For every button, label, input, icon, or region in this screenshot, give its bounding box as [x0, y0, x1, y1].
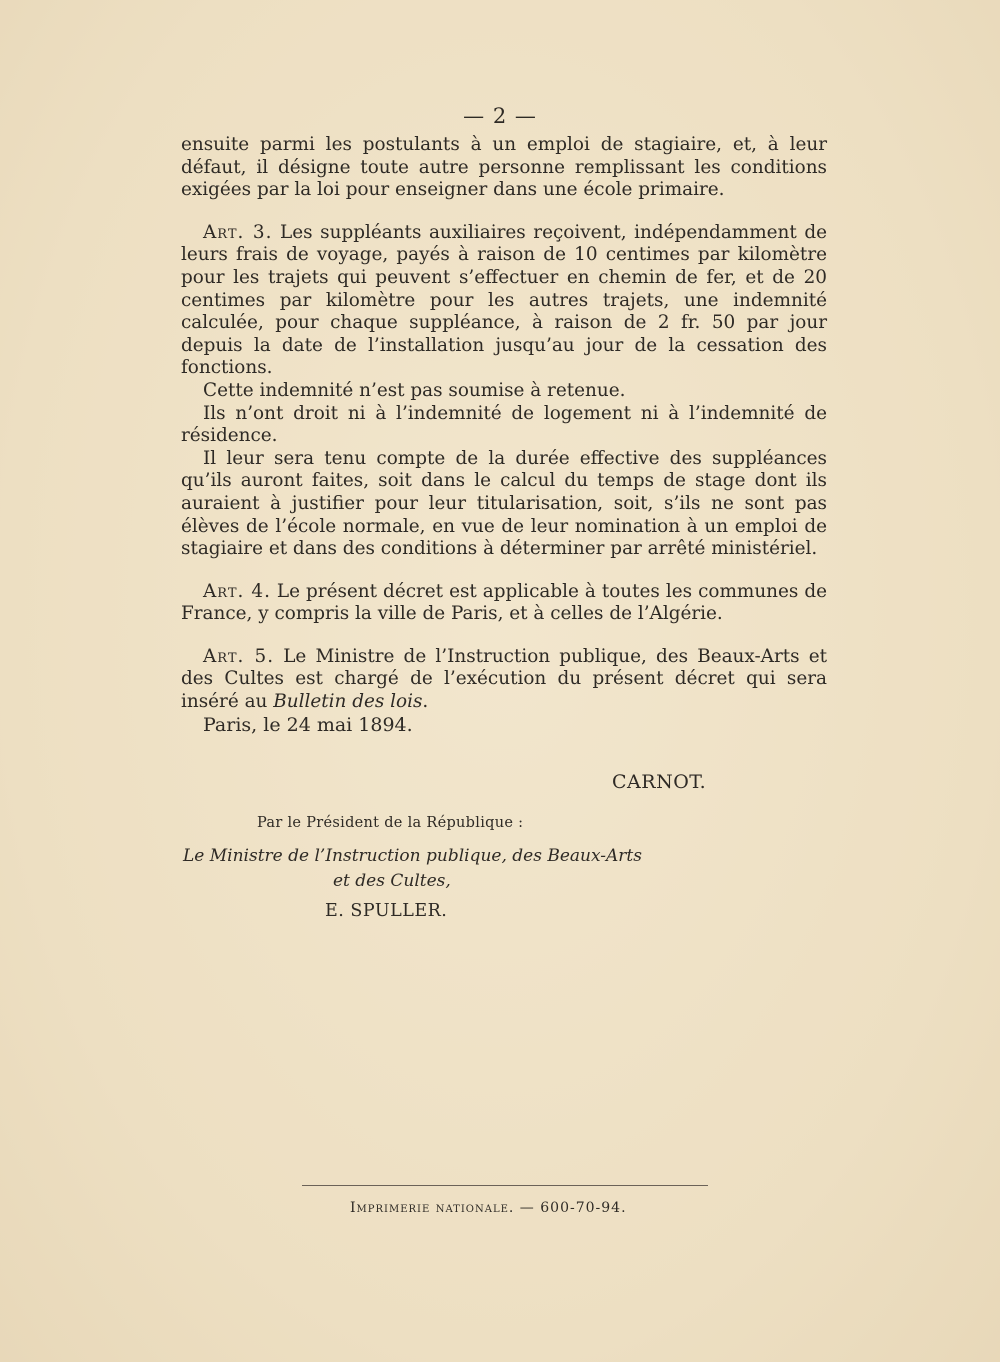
paragraph-retenue: Cette indemnité n’est pas soumise à retenue. [203, 379, 626, 401]
footer-rule [302, 1185, 708, 1186]
decree-body [181, 134, 827, 736]
article-4-text: Le présent décret est applicable à toutes les communes de France, y compris la ville de Paris, et à celles de l’Algérie. [181, 580, 828, 625]
article-3-text: Les suppléants auxiliaires reçoivent, indépendamment de leurs frais de voyage, payés à raison de 10 centimes par kilomètre pour les trajets qui peuvent s’effectuer en chemin de fer, et de 20 centimes par kilomètre pour les autres trajets, une indemnité calculée, pour chaque suppléance, à raison de 2 fr. 50 par jour depuis la date de l’installation jusqu’au jour de la cessation des fonctions. [181, 221, 827, 379]
paragraph-logement: Ils n’ont droit ni à l’indemnité de logement ni à l’indemnité de résidence. [181, 402, 827, 447]
bulletin-des-lois: Bulletin des lois [273, 691, 423, 713]
paragraph-continuation: ensuite parmi les postulants à un emploi de stagiaire, et, à leur défaut, il désigne toute autre personne remplissant les conditions exigées par la loi pour enseigner dans une école primaire. [181, 134, 827, 201]
paragraph-suppleances: Il leur sera tenu compte de la durée effective des suppléances qu’ils auront faites, soit dans le calcul du temps de stage dont ils auraient à justifier pour leur titularisation, soit, s’ils ne sont pas élèves de l’école normale, en vue de leur nomination à un emploi de stagiaire et dans des conditions à déterminer par arrêté ministériel. [181, 447, 827, 560]
article-3 [181, 222, 827, 380]
dateline: Paris, le 24 mai 1894. [203, 713, 413, 736]
article-5-label: Art. 5. [203, 645, 275, 667]
article-5-end: . [422, 691, 429, 713]
printer-imprint [350, 1200, 627, 1216]
minister-signature: E. SPULLER. [325, 901, 448, 921]
article-5 [181, 646, 827, 714]
par-le-president: Par le Président de la République : [257, 815, 524, 831]
article-4 [181, 581, 827, 626]
print-code: — 600-70-94. [514, 1200, 627, 1216]
minister-title-line1: Le Ministre de l’Instruction publique, des Beaux-Arts [183, 846, 642, 866]
page-number: — 2 — [463, 104, 537, 128]
president-signature: CARNOT. [612, 771, 707, 793]
minister-title-line2: et des Cultes, [333, 871, 451, 891]
article-5-text: Le Ministre de l’Instruction publique, des Beaux-Arts et des Cultes est chargé de l’exécution du présent décret qui sera inséré au [181, 645, 827, 713]
article-3-label: Art. 3. [203, 221, 273, 243]
article-4-label: Art. 4. [203, 580, 271, 602]
printer-name: Imprimerie nationale. [350, 1200, 515, 1216]
